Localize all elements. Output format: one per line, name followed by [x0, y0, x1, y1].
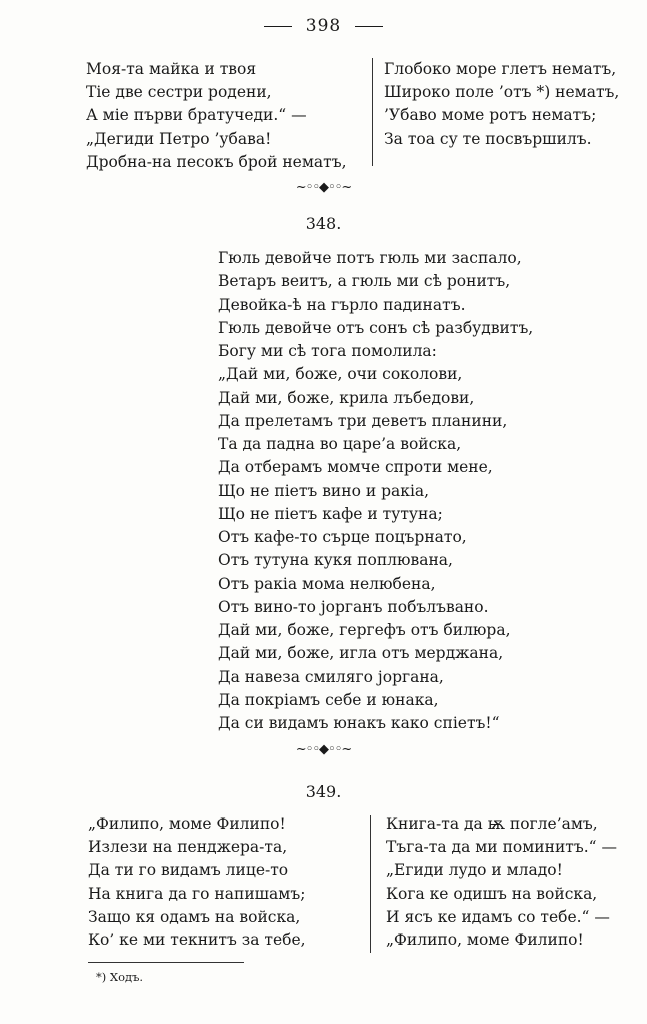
verse-line: ’Убаво моме ротъ нематъ; [384, 106, 597, 125]
verse-line: Излези на пенджера-та, [88, 838, 288, 857]
page-number-text: 398 [305, 16, 342, 36]
verse-line: А міе първи братучеди.“ — [86, 106, 307, 125]
verse-line: Тъга-та да ми поминитъ.“ — [386, 838, 617, 857]
section-ornament: ~◦◦◆◦◦~ [295, 742, 352, 757]
verse-line: Да прелетамъ три деветъ планини, [218, 411, 508, 430]
page-number [0, 16, 647, 36]
column-divider [372, 58, 373, 166]
verse-line: Моя-та майка и твоя [86, 60, 257, 78]
poem-349-left-column [88, 813, 306, 952]
verse-line: Отъ кафе-то сърце поцърнато, [218, 528, 467, 546]
page-number-dash-left [264, 26, 292, 27]
verse-line: Да навеза смиляго јоргана, [218, 667, 444, 686]
verse-line: Дай ми, боже, гергефъ отъ билюра, [218, 621, 511, 639]
verse-line: „Филипо, моме Филипо! [88, 815, 286, 833]
verse-line: Що не піетъ кафе и тутуна; [218, 504, 443, 523]
verse-line: „Филипо, моме Филипо! [386, 930, 584, 949]
page-number-dash-right [355, 26, 383, 27]
verse-line: Отъ тутуна кукя поплювана, [218, 551, 453, 570]
verse-line: Дай ми, боже, крила лъбедови, [218, 388, 475, 407]
column-divider [370, 815, 371, 953]
top-poem-left-column [86, 58, 347, 174]
verse-line: Широко поле ’отъ *) нематъ, [384, 83, 620, 102]
poem-349-number: 349. [305, 782, 342, 801]
verse-line: Ко’ ке ми текнитъ за тебе, [88, 930, 306, 949]
verse-line: Отъ ракіа мома нелюбена, [218, 574, 436, 593]
poem-348-text [218, 247, 533, 735]
verse-line: Да покріамъ себе и юнака, [218, 690, 439, 709]
verse-line: „Егиди лудо и младо! [386, 861, 563, 880]
top-poem-right-column [384, 58, 619, 151]
verse-line: Та да падна во царе’а войска, [218, 435, 462, 453]
footnote-rule [88, 962, 244, 963]
poem-349-right-column [386, 813, 617, 952]
verse-line: „Дегиди Петро ’убава! [86, 129, 272, 148]
verse-line: Да си видамъ юнакъ како спіетъ!“ [218, 714, 500, 732]
verse-line: Що не піетъ вино и ракіа, [218, 481, 430, 500]
poem-348-number: 348. [305, 214, 342, 233]
verse-line: Дай ми, боже, игла отъ мерджана, [218, 644, 504, 663]
verse-line: Гюль девойче отъ сонъ сѣ разбудвитъ, [218, 318, 534, 337]
verse-line: Тіе две сестри родени, [86, 83, 272, 102]
verse-line: Гюль девойче потъ гюль ми заспало, [218, 249, 522, 267]
section-ornament: ~◦◦◆◦◦~ [295, 180, 352, 195]
verse-line: Книга-та да ѭ погле’амъ, [386, 815, 598, 833]
verse-line: На книга да го напишамъ; [88, 884, 306, 903]
verse-line: Девойка-ѣ на гърло падинатъ. [218, 295, 466, 314]
verse-line: Кога ке одишъ на войска, [386, 884, 598, 903]
verse-line: Глобоко море глетъ нематъ, [384, 60, 617, 78]
verse-line: „Дай ми, боже, очи соколови, [218, 365, 463, 384]
verse-line: Да ти го видамъ лице-то [88, 861, 289, 880]
verse-line: Дробна-на песокъ брой нематъ, [86, 152, 347, 171]
verse-line: За тоа су те посвършилъ. [384, 129, 592, 148]
verse-line: И ясъ ке идамъ со тебе.“ — [386, 907, 610, 926]
verse-line: Защо кя одамъ на войска, [88, 907, 301, 926]
footnote: *) Ходъ. [96, 970, 144, 984]
verse-line: Ветаръ веитъ, а гюль ми сѣ ронитъ, [218, 272, 511, 291]
verse-line: Да отберамъ момче спроти мене, [218, 458, 493, 477]
verse-line: Богу ми сѣ тога помолила: [218, 342, 437, 360]
verse-line: Отъ вино-то јорганъ побълъвано. [218, 597, 489, 616]
